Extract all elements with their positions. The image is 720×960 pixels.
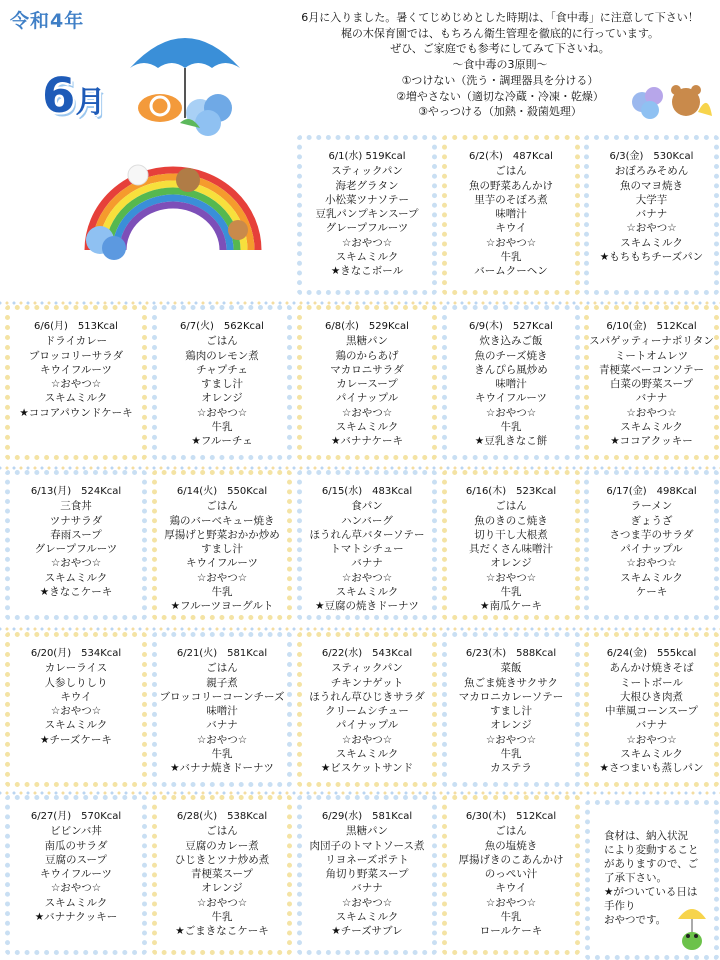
menu-item: キウイ bbox=[495, 222, 527, 235]
day-header: 6/21(火) 581Kcal bbox=[176, 648, 268, 659]
menu-item: きんぴら風炒め bbox=[474, 363, 548, 376]
menu-item: スキムミルク bbox=[44, 719, 108, 732]
menu-item: 鶏肉のレモン煮 bbox=[185, 349, 259, 362]
menu-item: ★ビスケットサンド bbox=[320, 762, 414, 775]
menu-item: 食パン bbox=[351, 500, 383, 513]
menu-item: ☆おやつ☆ bbox=[626, 222, 677, 235]
menu-item: ★バナナクッキー bbox=[34, 911, 118, 924]
menu-item: ★バナナ焼きドーナツ bbox=[170, 762, 274, 775]
menu-item: 魚のきのこ焼き bbox=[474, 514, 548, 527]
day-header: 6/9(木) 527Kcal bbox=[469, 321, 553, 332]
menu-item: 菜飯 bbox=[500, 662, 522, 675]
menu-item: ★豆腐の焼きドーナツ bbox=[315, 600, 419, 613]
menu-item: スティックパン bbox=[331, 165, 403, 178]
day-header: 6/17(金) 498Kcal bbox=[606, 486, 697, 497]
rainbow-animals-icon bbox=[78, 150, 268, 270]
intro-line: ①つけない（洗う・調理器具を分ける） bbox=[401, 73, 599, 87]
menu-item: ☆おやつ☆ bbox=[485, 733, 537, 746]
menu-item: 具だくさん味噌汁 bbox=[469, 543, 553, 556]
note-line: により変動すること bbox=[604, 844, 699, 856]
menu-item: 味噌汁 bbox=[495, 208, 527, 221]
menu-item: ☆おやつ☆ bbox=[196, 896, 248, 909]
menu-item: 黒糖パン bbox=[346, 825, 388, 838]
menu-item: ★フルーツヨーグルト bbox=[170, 600, 274, 613]
menu-item: 豆乳パンプキンスープ bbox=[315, 208, 419, 221]
menu-item: 牛乳 bbox=[500, 421, 522, 434]
day-header: 6/13(月) 524Kcal bbox=[30, 486, 122, 497]
menu-item: バームクーヘン bbox=[474, 265, 548, 278]
menu-item: スキムミルク bbox=[335, 251, 399, 264]
menu-item: 魚ごま焼きサクサク bbox=[464, 676, 558, 689]
menu-item: ごはん bbox=[495, 165, 527, 178]
menu-item: 角切り野菜スープ bbox=[325, 868, 409, 881]
day-header: 6/10(金) 512Kcal bbox=[606, 321, 697, 332]
menu-item: ☆おやつ☆ bbox=[485, 236, 537, 249]
menu-item: ★ごまきなこケーキ bbox=[175, 925, 269, 938]
day-header: 6/20(月) 534Kcal bbox=[30, 648, 122, 659]
menu-item: オレンジ bbox=[490, 719, 532, 732]
menu-item: キウイフルーツ bbox=[185, 557, 259, 570]
menu-item: キウイ bbox=[60, 690, 92, 703]
menu-item: ビビンバ丼 bbox=[50, 825, 102, 838]
menu-item: 小松菜ツナソテー bbox=[325, 193, 409, 206]
menu-item: 魚の塩焼き bbox=[484, 839, 538, 852]
day-cell bbox=[297, 795, 437, 955]
menu-item: パイナップル bbox=[335, 719, 399, 732]
menu-item: ぎょうざ bbox=[630, 514, 673, 527]
menu-item: 牛乳 bbox=[500, 251, 522, 264]
note-line: がありますので、ご bbox=[604, 858, 699, 870]
month-title bbox=[42, 68, 105, 124]
menu-item: マカロニサラダ bbox=[330, 363, 404, 376]
menu-item: ★フルーチェ bbox=[191, 435, 253, 448]
menu-item: ☆おやつ☆ bbox=[341, 236, 393, 249]
day-cell bbox=[5, 795, 147, 955]
menu-item: スキムミルク bbox=[620, 748, 683, 761]
menu-item: パイナップル bbox=[620, 543, 683, 556]
menu-item: ごはん bbox=[495, 500, 527, 513]
menu-item: のっぺい汁 bbox=[484, 868, 538, 881]
menu-item: 牛乳 bbox=[211, 911, 233, 924]
menu-item: ハンバーグ bbox=[341, 514, 393, 527]
menu-item: ★さつまいも蒸しパン bbox=[599, 762, 704, 775]
menu-item: ミートボール bbox=[620, 676, 683, 689]
menu-item: スキムミルク bbox=[335, 586, 399, 599]
menu-item: 魚のマヨ焼き bbox=[620, 179, 683, 192]
menu-item: 海老グラタン bbox=[335, 179, 399, 192]
intro-line: 6月に入りました。暑くてじめじめとした時期は、「食中毒」に注意して下さい！ bbox=[301, 11, 699, 24]
day-header: 6/8(水) 529Kcal bbox=[325, 321, 409, 332]
menu-item: ごはん bbox=[495, 825, 527, 838]
menu-item: ★バナナケーキ bbox=[331, 435, 403, 448]
day-cell bbox=[442, 305, 580, 460]
day-header: 6/16(木) 523Kcal bbox=[465, 486, 557, 497]
day-cell bbox=[442, 135, 580, 295]
note-line: ★がついている日は bbox=[604, 886, 698, 898]
day-cell bbox=[152, 305, 292, 460]
menu-item: ひじきとツナ炒め煮 bbox=[174, 853, 270, 866]
menu-item: ☆おやつ☆ bbox=[196, 571, 248, 584]
menu-item: バナナ bbox=[635, 392, 668, 405]
menu-item: オレンジ bbox=[490, 557, 532, 570]
day-header: 6/6(月) 513Kcal bbox=[34, 321, 118, 332]
menu-item: 魚の野菜あんかけ bbox=[469, 179, 553, 192]
menu-item: ☆おやつ☆ bbox=[626, 733, 677, 746]
menu-item: 豆腐のスープ bbox=[45, 853, 107, 866]
menu-item: 味噌汁 bbox=[495, 378, 527, 391]
menu-item: ロールケーキ bbox=[479, 925, 543, 938]
menu-item: 青梗菜ベーコンソテー bbox=[599, 363, 704, 376]
menu-item: ☆おやつ☆ bbox=[341, 896, 393, 909]
menu-item: スキムミルク bbox=[335, 748, 399, 761]
menu-item: 南瓜のサラダ bbox=[44, 839, 108, 852]
menu-item: ☆おやつ☆ bbox=[485, 406, 537, 419]
day-header: 6/7(火) 562Kcal bbox=[180, 321, 264, 332]
day-header: 6/15(水) 483Kcal bbox=[321, 486, 413, 497]
day-cell bbox=[442, 470, 580, 620]
day-cell bbox=[584, 135, 719, 295]
day-header: 6/1(水) 519Kcal bbox=[328, 151, 406, 162]
menu-item: ブロッコリーコーンチーズ bbox=[159, 690, 285, 703]
menu-item: ★南瓜ケーキ bbox=[480, 600, 542, 613]
menu-item: 人参しりしり bbox=[44, 676, 108, 689]
menu-item: スキムミルク bbox=[44, 392, 108, 405]
day-header: 6/2(木) 487Kcal bbox=[469, 151, 553, 162]
menu-item: スキムミルク bbox=[620, 571, 683, 584]
note-line: おやつです。 bbox=[604, 914, 667, 926]
menu-item: 里芋のそぼろ煮 bbox=[474, 193, 548, 206]
day-cell bbox=[5, 305, 147, 460]
note-line: 食材は、納入状況 bbox=[604, 830, 688, 842]
menu-item: スキムミルク bbox=[335, 421, 399, 434]
menu-item: 切り干し大根煮 bbox=[474, 528, 548, 541]
day-header: 6/3(金) 530Kcal bbox=[609, 151, 694, 162]
menu-item: 厚揚げと野菜おかか炒め bbox=[164, 528, 280, 541]
menu-item: ☆おやつ☆ bbox=[341, 733, 393, 746]
menu-item: 魚のチーズ焼き bbox=[474, 349, 548, 362]
menu-item: トマトシチュー bbox=[330, 543, 404, 556]
frog-umbrella-icon bbox=[674, 899, 710, 951]
menu-item: 豆腐のカレー煮 bbox=[185, 839, 259, 852]
menu-item: ★きなこボール bbox=[330, 265, 404, 278]
menu-item: 味噌汁 bbox=[206, 705, 238, 718]
menu-item: カステラ bbox=[490, 762, 532, 775]
menu-item: ☆おやつ☆ bbox=[626, 557, 677, 570]
menu-item: 白菜の野菜スープ bbox=[610, 378, 693, 391]
menu-item: クリームシチュー bbox=[325, 705, 409, 718]
note-line: 了承下さい。 bbox=[604, 872, 667, 884]
menu-item: ほうれん草バターソテー bbox=[309, 528, 425, 541]
menu-item: バナナ bbox=[635, 719, 668, 732]
menu-item: ごはん bbox=[206, 500, 238, 513]
menu-item: スパゲッティーナポリタン bbox=[589, 335, 714, 348]
menu-item: ★きなこケーキ bbox=[39, 586, 113, 599]
day-cell bbox=[442, 632, 580, 787]
menu-item: 牛乳 bbox=[211, 748, 233, 761]
menu-item: マカロニカレーソテー bbox=[458, 690, 564, 703]
era-label: 令和4年 bbox=[10, 10, 85, 32]
menu-item: チャプチェ bbox=[196, 363, 248, 376]
menu-item: キウイフルーツ bbox=[39, 363, 113, 376]
menu-item: 鶏のバーベキュー焼き bbox=[169, 514, 275, 527]
menu-item: ☆おやつ☆ bbox=[50, 882, 102, 895]
menu-item: ごはん bbox=[206, 662, 238, 675]
menu-item: 厚揚げきのこあんかけ bbox=[458, 853, 564, 866]
menu-item: スキムミルク bbox=[44, 896, 108, 909]
menu-item: バナナ bbox=[635, 208, 668, 221]
day-cell bbox=[297, 470, 437, 620]
menu-item: スキムミルク bbox=[620, 236, 683, 249]
menu-item: バナナ bbox=[351, 557, 383, 570]
menu-item: スキムミルク bbox=[620, 421, 683, 434]
menu-item: 春雨スープ bbox=[50, 528, 102, 541]
day-cell bbox=[584, 470, 719, 620]
menu-item: グレープフルーツ bbox=[34, 543, 118, 556]
day-header: 6/22(水) 543Kcal bbox=[321, 648, 413, 659]
menu-item: 親子煮 bbox=[206, 676, 238, 689]
day-header: 6/30(木) 512Kcal bbox=[465, 811, 557, 822]
menu-item: バナナ bbox=[206, 719, 238, 732]
menu-item: ドライカレー bbox=[44, 335, 108, 348]
menu-item: ほうれん草ひじきサラダ bbox=[309, 690, 425, 703]
month-number: 6 bbox=[42, 68, 76, 124]
menu-item: おぼろみそめん bbox=[614, 165, 689, 178]
menu-item: カレースープ bbox=[336, 378, 398, 391]
menu-item: スキムミルク bbox=[335, 911, 399, 924]
day-cell bbox=[152, 470, 292, 620]
menu-item: さつま芋のサラダ bbox=[609, 528, 694, 541]
menu-item: ★豆乳きなこ餅 bbox=[474, 435, 548, 448]
day-cell bbox=[584, 305, 719, 460]
menu-item: ミートオムレツ bbox=[614, 349, 689, 362]
menu-item: オレンジ bbox=[201, 392, 243, 405]
menu-item: 牛乳 bbox=[211, 421, 233, 434]
menu-item: 中華風コーンスープ bbox=[605, 705, 698, 718]
day-cell bbox=[442, 795, 580, 955]
menu-item: チキンナゲット bbox=[330, 676, 404, 689]
menu-item: ★ココアパウンドケーキ bbox=[19, 406, 133, 419]
menu-item: ☆おやつ☆ bbox=[50, 557, 102, 570]
day-header: 6/24(金) 555kcal bbox=[606, 648, 697, 659]
bear-hydrangea-icon bbox=[624, 72, 714, 132]
menu-item: ☆おやつ☆ bbox=[196, 733, 248, 746]
day-cell bbox=[152, 632, 292, 787]
menu-item: ごはん bbox=[206, 335, 238, 348]
menu-item: 三食丼 bbox=[60, 500, 92, 513]
menu-item: 牛乳 bbox=[500, 748, 522, 761]
menu-item: 鶏のからあげ bbox=[335, 349, 399, 362]
menu-item: キウイフルーツ bbox=[474, 392, 548, 405]
menu-item: 大学芋 bbox=[635, 193, 668, 206]
menu-item: ☆おやつ☆ bbox=[626, 406, 677, 419]
day-cell bbox=[5, 632, 147, 787]
menu-item: すまし汁 bbox=[490, 705, 532, 718]
intro-line: ～食中毒の3原則～ bbox=[452, 58, 548, 72]
menu-item: 牛乳 bbox=[500, 911, 522, 924]
menu-item: キウイ bbox=[495, 882, 527, 895]
day-cell bbox=[297, 305, 437, 460]
menu-item: 炊き込みご飯 bbox=[479, 335, 543, 348]
menu-item: すまし汁 bbox=[201, 378, 243, 391]
note-box bbox=[585, 800, 719, 960]
day-header: 6/29(水) 581Kcal bbox=[321, 811, 413, 822]
menu-item: ケーキ bbox=[635, 586, 668, 599]
day-cell bbox=[297, 632, 437, 787]
menu-item: ★チーズケーキ bbox=[40, 733, 112, 746]
day-cell bbox=[297, 135, 437, 295]
note-line: 手作り bbox=[604, 900, 636, 912]
menu-item: ☆おやつ☆ bbox=[341, 406, 393, 419]
menu-item: ☆おやつ☆ bbox=[485, 896, 537, 909]
day-cell bbox=[152, 795, 292, 955]
menu-item: パイナップル bbox=[335, 392, 399, 405]
menu-item: 肉団子のトマトソース煮 bbox=[309, 839, 425, 852]
menu-item: バナナ bbox=[351, 882, 383, 895]
menu-item: ★もちもちチーズパン bbox=[599, 251, 704, 264]
month-kanji: 月 bbox=[75, 85, 106, 120]
menu-item: ☆おやつ☆ bbox=[341, 571, 393, 584]
menu-item: 牛乳 bbox=[500, 586, 522, 599]
menu-item: 青梗菜スープ bbox=[191, 868, 253, 881]
menu-item: すまし汁 bbox=[201, 543, 243, 556]
day-header: 6/28(火) 538Kcal bbox=[176, 811, 268, 822]
day-header: 6/14(火) 550Kcal bbox=[176, 486, 268, 497]
menu-item: 大根ひき肉煮 bbox=[620, 690, 683, 703]
menu-item: ラーメン bbox=[630, 500, 673, 513]
menu-item: キウイフルーツ bbox=[39, 868, 113, 881]
umbrella-snail-icon bbox=[120, 18, 250, 138]
day-header: 6/23(木) 588Kcal bbox=[465, 648, 557, 659]
menu-item: 黒糖パン bbox=[346, 335, 388, 348]
menu-item: あんかけ焼きそば bbox=[609, 662, 694, 675]
intro-line: ③やっつける（加熱・殺菌処理） bbox=[418, 105, 582, 119]
menu-item: ★ココアクッキー bbox=[610, 435, 693, 448]
menu-item: 牛乳 bbox=[211, 586, 233, 599]
menu-item: ☆おやつ☆ bbox=[196, 406, 248, 419]
day-header: 6/27(月) 570Kcal bbox=[30, 811, 122, 822]
menu-item: オレンジ bbox=[201, 882, 243, 895]
menu-item: ごはん bbox=[206, 825, 238, 838]
menu-item: リヨネーズポテト bbox=[325, 853, 409, 866]
intro-line: ②増やさない（適切な冷蔵・冷凍・乾燥） bbox=[396, 89, 604, 103]
menu-item: ☆おやつ☆ bbox=[50, 705, 102, 718]
day-cell bbox=[5, 470, 147, 620]
intro-line: ぜひ、ご家庭でも参考にしてみて下さいね。 bbox=[390, 42, 610, 56]
menu-item: ☆おやつ☆ bbox=[485, 571, 537, 584]
intro-line: 梶の木保育園では、もちろん衛生管理を徹底的に行っています。 bbox=[340, 26, 660, 40]
menu-item: ★チーズサブレ bbox=[331, 925, 403, 938]
menu-item: グレープフルーツ bbox=[325, 222, 409, 235]
menu-item: カレーライス bbox=[44, 662, 108, 675]
menu-item: スキムミルク bbox=[44, 571, 108, 584]
menu-item: ブロッコリーサラダ bbox=[28, 349, 124, 362]
menu-item: ツナサラダ bbox=[49, 514, 103, 527]
menu-item: スティックパン bbox=[331, 662, 403, 675]
menu-item: ☆おやつ☆ bbox=[50, 378, 102, 391]
day-cell bbox=[584, 632, 719, 787]
